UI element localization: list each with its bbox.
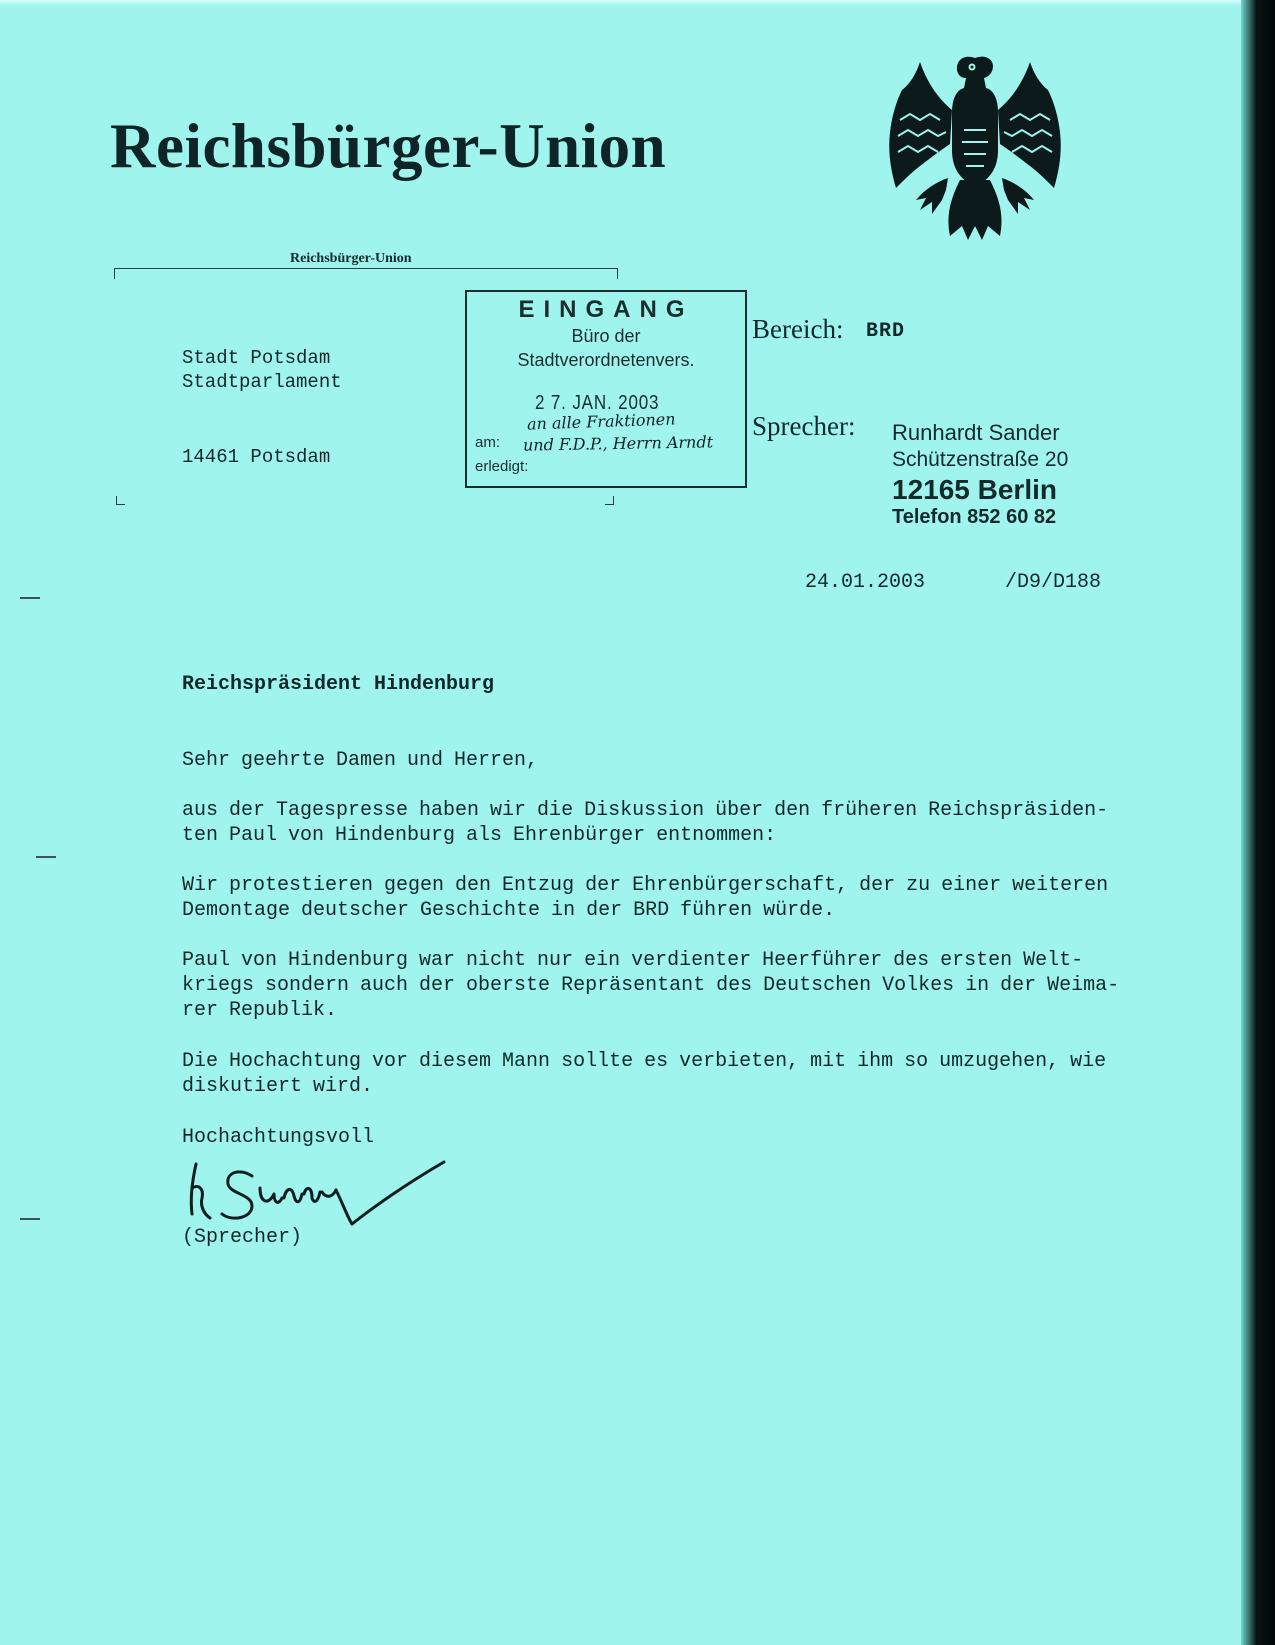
stamp-handwritten-note-1: an alle Fraktionen: [526, 409, 676, 434]
stamp-am-label: am:: [475, 434, 501, 451]
punch-mark: [36, 856, 56, 858]
paragraph-3: Paul von Hindenburg war nicht nur ein verdienter Heerführer des ersten Welt- kriegs sondern auch der oberste Repräsentant des Deutschen Volkes in der Weima- rer Republik.: [182, 949, 1120, 1022]
address-window-corner-right: [605, 496, 614, 505]
speaker-phone: Telefon 852 60 82: [892, 506, 1057, 528]
recipient-postal-city: 14461 Potsdam: [182, 446, 331, 468]
letter-subject: Reichspräsident Hindenburg: [182, 673, 495, 696]
recipient-line-2: Stadtparlament: [182, 371, 342, 393]
stamp-title: EINGANG: [518, 296, 694, 323]
stamp-handwritten-note-2: und F.D.P., Herrn Arndt: [522, 432, 714, 455]
address-window-corner-left: [116, 496, 125, 505]
closing: Hochachtungsvoll: [182, 1126, 375, 1149]
speaker-name: Runhardt Sander: [892, 420, 1060, 445]
stamp-office-line-2: Stadtverordnetenvers.: [517, 350, 695, 370]
bereich-value: BRD: [866, 320, 906, 343]
eagle-emblem-icon: [880, 40, 1070, 250]
letterhead-title: Reichsbürger-Union: [110, 111, 667, 181]
address-window-top-bracket: [114, 268, 618, 279]
stamp-office-line-1: Büro der: [571, 326, 641, 346]
scan-top-edge: [0, 0, 1241, 6]
signer-role: (Sprecher): [182, 1226, 303, 1249]
letter-date: 24.01.2003: [805, 571, 926, 594]
scan-right-edge: [1241, 0, 1275, 1645]
sender-return-line: Reichsbürger-Union: [290, 251, 412, 266]
speaker-street: Schützenstraße 20: [892, 448, 1069, 471]
paragraph-1: aus der Tagespresse haben wir die Diskussion über den früheren Reichspräsiden- ten Paul von Hindenburg als Ehrenbürger entnommen:: [182, 799, 1109, 847]
speaker-city: 12165 Berlin: [892, 474, 1057, 505]
paragraph-4: Die Hochachtung vor diesem Mann sollte es verbieten, mit ihm so umzugehen, wie diskutiert wird.: [182, 1050, 1107, 1098]
bereich-label: Bereich:: [752, 314, 844, 344]
stamp-erledigt-label: erledigt:: [475, 458, 529, 475]
letter-reference: /D9/D188: [1005, 571, 1102, 594]
paragraph-2: Wir protestieren gegen den Entzug der Ehrenbürgerschaft, der zu einer weiteren Demontage deutscher Geschichte in der BRD führen würde.: [182, 874, 1109, 922]
salutation: Sehr geehrte Damen und Herren,: [182, 749, 539, 772]
recipient-line-1: Stadt Potsdam: [182, 347, 331, 369]
sprecher-label: Sprecher:: [752, 411, 856, 441]
received-stamp: [465, 290, 747, 488]
fold-mark-1: [20, 597, 40, 599]
fold-mark-2: [20, 1218, 40, 1220]
stamp-date: 2 7. JAN. 2003: [535, 392, 660, 414]
